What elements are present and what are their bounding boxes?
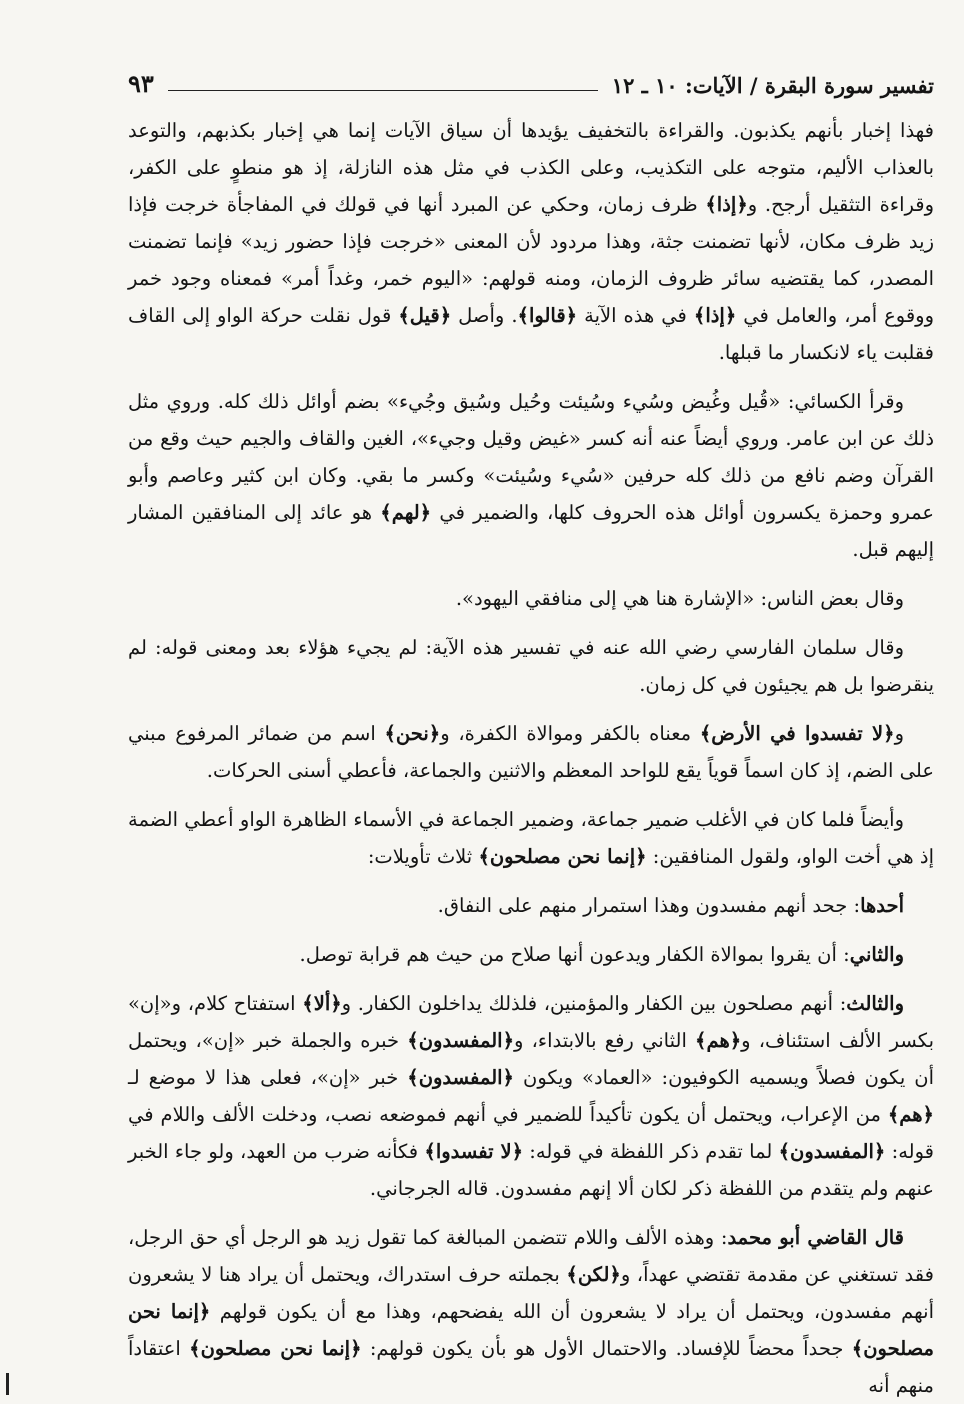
text-segment: في هذه الآية: [577, 304, 694, 327]
text-segment: خبر «إن»، فعلى هذا لا موضع لـ: [128, 1066, 408, 1089]
bold-text: ﴿لكن﴾: [566, 1263, 621, 1286]
text-segment: . وأصل: [451, 304, 518, 327]
text-segment: هو عائد إلى المنافقين المشار إليهم قبل.: [128, 501, 934, 561]
text-segment: وقرأ الكسائي: «قُيل وغُيض وسُيء وسُيئت وحُيل وسُيق وجُيء» بضم أوائل ذلك كله. وروي مثل ذلك عن ابن عامر. وروي أيضاً عنه أنه كسر «غيض وقيل وجيء»، الغين والقاف والجيم حيث وقع من القرآن وضم نافع من ذلك كله حرفين «سُيء وسُيئت» وكسر ما بقي. وكان ابن كثير وعاصم وأبو عمرو وحمزة يكسرون أوائل هذه الحروف كلها، والضمير في: [128, 390, 934, 524]
bold-text: ﴿المفسدون﴾: [778, 1140, 886, 1163]
paragraph: [128, 383, 934, 568]
bold-text: ﴿المفسدون﴾: [407, 1029, 515, 1052]
text-segment: من الإعراب، ويحتمل أن يكون تأكيداً للضمير في أنهم فموضعه نصب، ودخلت الألف واللام في قوله:: [128, 1103, 934, 1163]
bold-text: ﴿إنما نحن مصلحون﴾: [128, 1300, 934, 1360]
header-rule: [168, 90, 598, 91]
text-segment: وأيضاً فلما كان في الأغلب ضمير جماعة، وضمير الجماعة في الأسماء الظاهرة الواو أعطي الضمة إذ هي أخت الواو، ولقول المنافقين:: [128, 808, 934, 868]
paragraph: [128, 887, 934, 924]
bold-text: ﴿هم﴾: [695, 1029, 742, 1052]
running-header: [128, 58, 934, 98]
text-segment: ثلاث تأويلات:: [367, 845, 479, 868]
paragraph: [128, 936, 934, 973]
text-segment: اسم من ضمائر المرفوع مبني على الضم، إذ كان اسماً قوياً يقع للواحد المعظم والاثنين والجماعة، فأعطي أسنى الحركات.: [128, 722, 934, 782]
bold-text: ﴿إنما نحن مصلحون﴾: [478, 845, 647, 868]
paragraph: [128, 1219, 934, 1404]
bold-text: ﴿ألا﴾: [302, 992, 342, 1015]
bold-text: ﴿إنما نحن مصلحون﴾: [189, 1337, 362, 1360]
paragraph: [128, 112, 934, 371]
bold-text: ﴿إذا﴾: [705, 193, 748, 216]
text-segment: قول نقلت حركة الواو إلى القاف فقلبت ياء لانكسار ما قبلها.: [128, 304, 934, 364]
bold-text: ﴿لهم﴾: [380, 501, 432, 524]
paragraph: [128, 985, 934, 1207]
bold-text: قال القاضي أبو محمد: [727, 1226, 904, 1249]
page-body: [128, 112, 934, 1404]
text-segment: : أنهم مصلحون بين الكفار والمؤمنين، فلذلك يداخلون الكفار. و: [341, 992, 847, 1015]
page-number: ٩٣: [128, 69, 154, 98]
text-segment: استفتاح كلام، و«إن» بكسر الألف استئناف، و: [128, 992, 934, 1052]
bold-text: ﴿هم﴾: [887, 1103, 934, 1126]
bold-text: ﴿نحن﴾: [384, 722, 441, 745]
text-segment: : وهذه الألف واللام تتضمن المبالغة كما تقول زيد هو الرجل أي حق الرجل، فقد تستغني عن مقدمة تقتضي عهداً، و: [128, 1226, 934, 1286]
header-title: تفسير سورة البقرة / الآيات: ١٠ ـ ١٢: [611, 73, 934, 98]
bold-text: والثالث: [846, 992, 904, 1015]
text-segment: ظرف زمان، وحكي عن المبرد أنها في قولك في المفاجأة خرجت فإذا زيد ظرف مكان، لأنها تضمنت جثة، وهذا مردود لأن المعنى «خرجت فإذا حضور زيد» فإنما تضمنت المصدر، كما يقتضيه سائر ظروف الزمان، ومنه قولهم: «اليوم خمر، وغداً أمر» فمعناه وجود خمر ووقوع أمر، والعامل في: [128, 193, 934, 327]
bold-text: ﴿قالوا﴾: [517, 304, 578, 327]
margin-mark: [6, 1373, 9, 1395]
bold-text: ﴿قيل﴾: [398, 304, 452, 327]
paragraph: [128, 801, 934, 875]
bold-text: والثاني: [849, 943, 904, 966]
text-segment: لما تقدم ذكر اللفظة في قوله:: [523, 1140, 779, 1163]
text-segment: وقال سلمان الفارسي رضي الله عنه في تفسير هذه الآية: لم يجيء هؤلاء بعد ومعنى قوله: لم ينقرضوا بل هم يجيئون في كل زمان.: [128, 636, 934, 696]
paragraph: [128, 715, 934, 789]
text-segment: معناه بالكفر وموالاة الكفرة، و: [440, 722, 700, 745]
bold-text: ﴿لا تفسدوا في الأرض﴾: [699, 722, 895, 745]
bold-text: ﴿المفسدون﴾: [407, 1066, 514, 1089]
text-segment: و: [894, 722, 905, 745]
bold-text: ﴿إذا﴾: [693, 304, 737, 327]
text-segment: : جحد أنهم مفسدون وهذا استمرار منهم على النفاق.: [437, 894, 861, 917]
text-segment: جحداً محضاً للإفساد. والاحتمال الأول هو بأن يكون قولهم:: [361, 1337, 852, 1360]
text-segment: بجملته حرف استدراك، ويحتمل أن يراد هنا لا يشعرون أنهم مفسدون، ويحتمل أن يراد لا يشعرون أن الله يفضحهم، وهذا مع أن يكون قولهم: [128, 1263, 934, 1323]
paragraph: [128, 629, 934, 703]
text-segment: وقال بعض الناس: «الإشارة هنا هي إلى منافقي اليهود».: [455, 587, 904, 610]
text-segment: فكأنه ضرب من العهد، ولو جاء الخبر عنهم ولم يتقدم من اللفظة ذكر لكان ألا إنهم مفسدون. قاله الجرجاني.: [128, 1140, 934, 1200]
text-segment: : أن يقروا بموالاة الكفار ويدعون أنها صلاح من حيث هم قرابة توصل.: [299, 943, 850, 966]
text-segment: اعتقاداً منهم أنه: [128, 1337, 934, 1397]
text-segment: الثاني رفع بالابتداء، و: [514, 1029, 696, 1052]
bold-text: ﴿لا تفسدوا﴾: [424, 1140, 524, 1163]
bold-text: أحدها: [860, 894, 904, 917]
text-segment: فهذا إخبار بأنهم يكذبون. والقراءة بالتخفيف يؤيدها أن سياق الآيات إنما هي إخبار بكذبهم، والتوعد بالعذاب الأليم، متوجه على التكذيب، وعلى الكذب في مثل هذه النازلة، إذ هو منطوٍ على الكفر، وقراءة التثقيل أرجح. و: [128, 119, 934, 216]
paragraph: [128, 580, 934, 617]
text-segment: خبره والجملة خبر «إن»، ويحتمل أن يكون فصلاً ويسميه الكوفيون: «العماد» ويكون: [128, 1029, 934, 1089]
